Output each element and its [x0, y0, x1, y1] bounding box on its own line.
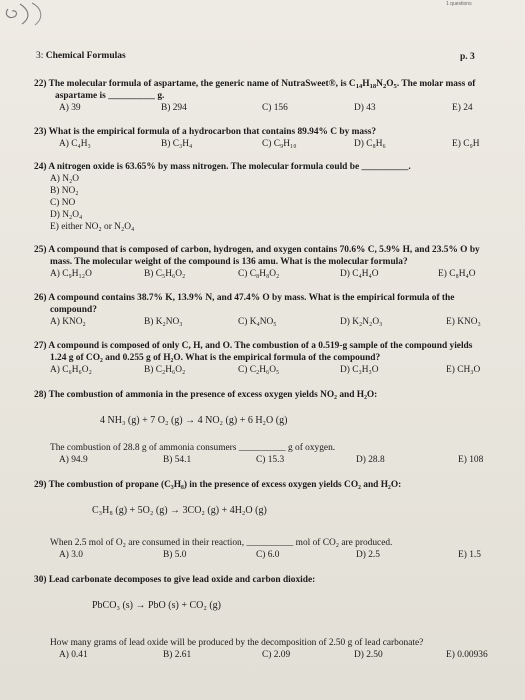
q23-option-d[interactable]: D) C₈H₆ — [354, 139, 386, 149]
q29-option-a[interactable]: A) 3.0 — [59, 550, 83, 560]
question-25-line-2: mass. The molecular weight of the compound is 136 amu. What is the molecular formula? — [50, 257, 408, 267]
q26-option-d[interactable]: D) K₂N₂O₃ — [340, 317, 383, 327]
q23-option-c[interactable]: C) C₉H₁₀ — [262, 139, 297, 149]
q28-option-d[interactable]: D) 28.8 — [356, 455, 385, 465]
question-30-stem: 30) Lead carbonate decomposes to give lead oxide and carbon dioxide: — [34, 575, 316, 585]
corner-tag: 1 questions — [446, 1, 472, 7]
question-26-line-2: compound? — [50, 305, 97, 315]
q23-option-a[interactable]: A) C₄H₃ — [59, 139, 91, 149]
q25-option-d[interactable]: D) C₄H₄O — [340, 269, 379, 279]
question-24-stem: 24) A nitrogen oxide is 63.65% by mass nitrogen. The molecular formula could be __________. — [34, 162, 411, 172]
q22-option-d[interactable]: D) 43 — [354, 103, 376, 113]
q29-option-c[interactable]: C) 6.0 — [256, 550, 280, 560]
question-29-stem: 29) The combustion of propane (C₃H₈) in the presence of excess oxygen yields CO₂ and H₂O: — [34, 480, 402, 490]
question-26-line-1: 26) A compound contains 38.7% K, 13.9% N, and 47.4% O by mass. What is the empirical formula of the — [34, 293, 455, 303]
question-25-line-1: 25) A compound that is composed of carbon, hydrogen, and oxygen contains 70.6% C, 5.9% H, and 23.5% O by — [34, 245, 480, 255]
q29-option-b[interactable]: B) 5.0 — [163, 550, 187, 560]
q27-option-e[interactable]: E) CH₃O — [446, 365, 481, 375]
q30-option-e[interactable]: E) 0.00936 — [446, 650, 488, 660]
q25-option-c[interactable]: C) C₈H₈O₂ — [238, 269, 280, 279]
q27-option-b[interactable]: B) C₂H₆O₂ — [144, 365, 186, 375]
q27-option-a[interactable]: A) C₆H₆O₂ — [50, 365, 92, 375]
q24-option-e[interactable]: E) either NO₂ or N₂O₄ — [50, 222, 135, 232]
question-30-equation: PbCO₃ (s) → PbO (s) + CO₂ (g) — [92, 600, 222, 611]
q22-option-a[interactable]: A) 39 — [59, 103, 81, 113]
q30-option-c[interactable]: C) 2.09 — [262, 650, 291, 660]
q23-option-e[interactable]: E) C₉H — [452, 139, 480, 149]
q27-option-d[interactable]: D) C₃H₃O — [340, 365, 379, 375]
handwritten-scribble-icon — [2, 0, 50, 30]
q28-option-e[interactable]: E) 108 — [458, 455, 484, 465]
q27-option-c[interactable]: C) C₂H₆O₅ — [238, 365, 280, 375]
q30-option-a[interactable]: A) 0.41 — [59, 650, 88, 660]
question-27-line-2: 1.24 g of CO₂ and 0.255 g of H₂O. What is the empirical formula of the compound? — [50, 353, 381, 363]
q22-option-e[interactable]: E) 24 — [452, 103, 473, 113]
q22-option-c[interactable]: C) 156 — [262, 103, 288, 113]
q30-option-d[interactable]: D) 2.50 — [354, 650, 383, 660]
q28-option-c[interactable]: C) 15.3 — [256, 455, 285, 465]
q24-option-a[interactable]: A) N₂O — [50, 174, 80, 184]
q29-option-d[interactable]: D) 2.5 — [356, 550, 380, 560]
q25-option-b[interactable]: B) C₅H₆O₂ — [144, 269, 186, 279]
q26-option-c[interactable]: C) K₄NO₅ — [238, 317, 277, 327]
question-29-equation: C₃H₈ (g) + 5O₂ (g) → 3CO₂ (g) + 4H₂O (g) — [92, 505, 267, 516]
question-22-line-1: 22) The molecular formula of aspartame, the generic name of NutraSweet®, is $C_{14}H_{18}N_2O_5$. The molar mass of — [34, 79, 476, 90]
question-28-stem: 28) The combustion of ammonia in the presence of excess oxygen yields NO₂ and H₂O: — [34, 390, 378, 400]
q30-option-b[interactable]: B) 2.61 — [163, 650, 192, 660]
q23-option-b[interactable]: B) C₃H₄ — [161, 139, 193, 149]
question-28-followup: The combustion of 28.8 g of ammonia consumers __________ g of oxygen. — [50, 443, 336, 453]
q24-option-d[interactable]: D) N₂O₄ — [50, 210, 83, 220]
question-28-equation: 4 NH₃ (g) + 7 O₂ (g) → 4 NO₂ (g) + 6 H₂O (g) — [100, 415, 288, 426]
q28-option-b[interactable]: B) 54.1 — [163, 455, 192, 465]
section-title: 3: Chemical Formulas — [36, 51, 126, 61]
q26-option-b[interactable]: B) K₂NO₃ — [144, 317, 183, 327]
q24-option-c[interactable]: C) NO — [50, 198, 76, 208]
question-23-stem: 23) What is the empirical formula of a hydrocarbon that contains 89.94% C by mass? — [34, 127, 377, 137]
q28-option-a[interactable]: A) 94.9 — [59, 455, 88, 465]
question-30-followup: How many grams of lead oxide will be produced by the decomposition of 2.50 g of lead carbonate? — [50, 638, 424, 648]
q26-option-e[interactable]: E) KNO₃ — [446, 317, 481, 327]
q22-option-b[interactable]: B) 294 — [161, 103, 187, 113]
q26-option-a[interactable]: A) KNO₂ — [50, 317, 86, 327]
question-22-line-2: aspartame is __________ g. — [55, 91, 165, 101]
q24-option-b[interactable]: B) NO₂ — [50, 186, 79, 196]
q25-option-a[interactable]: A) C₉H₁₂O — [50, 269, 92, 279]
q25-option-e[interactable]: E) C₈H₄O — [438, 269, 476, 279]
q29-option-e[interactable]: E) 1.5 — [458, 550, 481, 560]
question-27-line-1: 27) A compound is composed of only C, H, and O. The combustion of a 0.519-g sample of the compound yields — [34, 341, 473, 351]
page-number: p. 3 — [460, 52, 475, 62]
question-29-followup: When 2.5 mol of O₂ are consumed in their reaction, __________ mol of CO₂ are produced. — [50, 538, 393, 548]
